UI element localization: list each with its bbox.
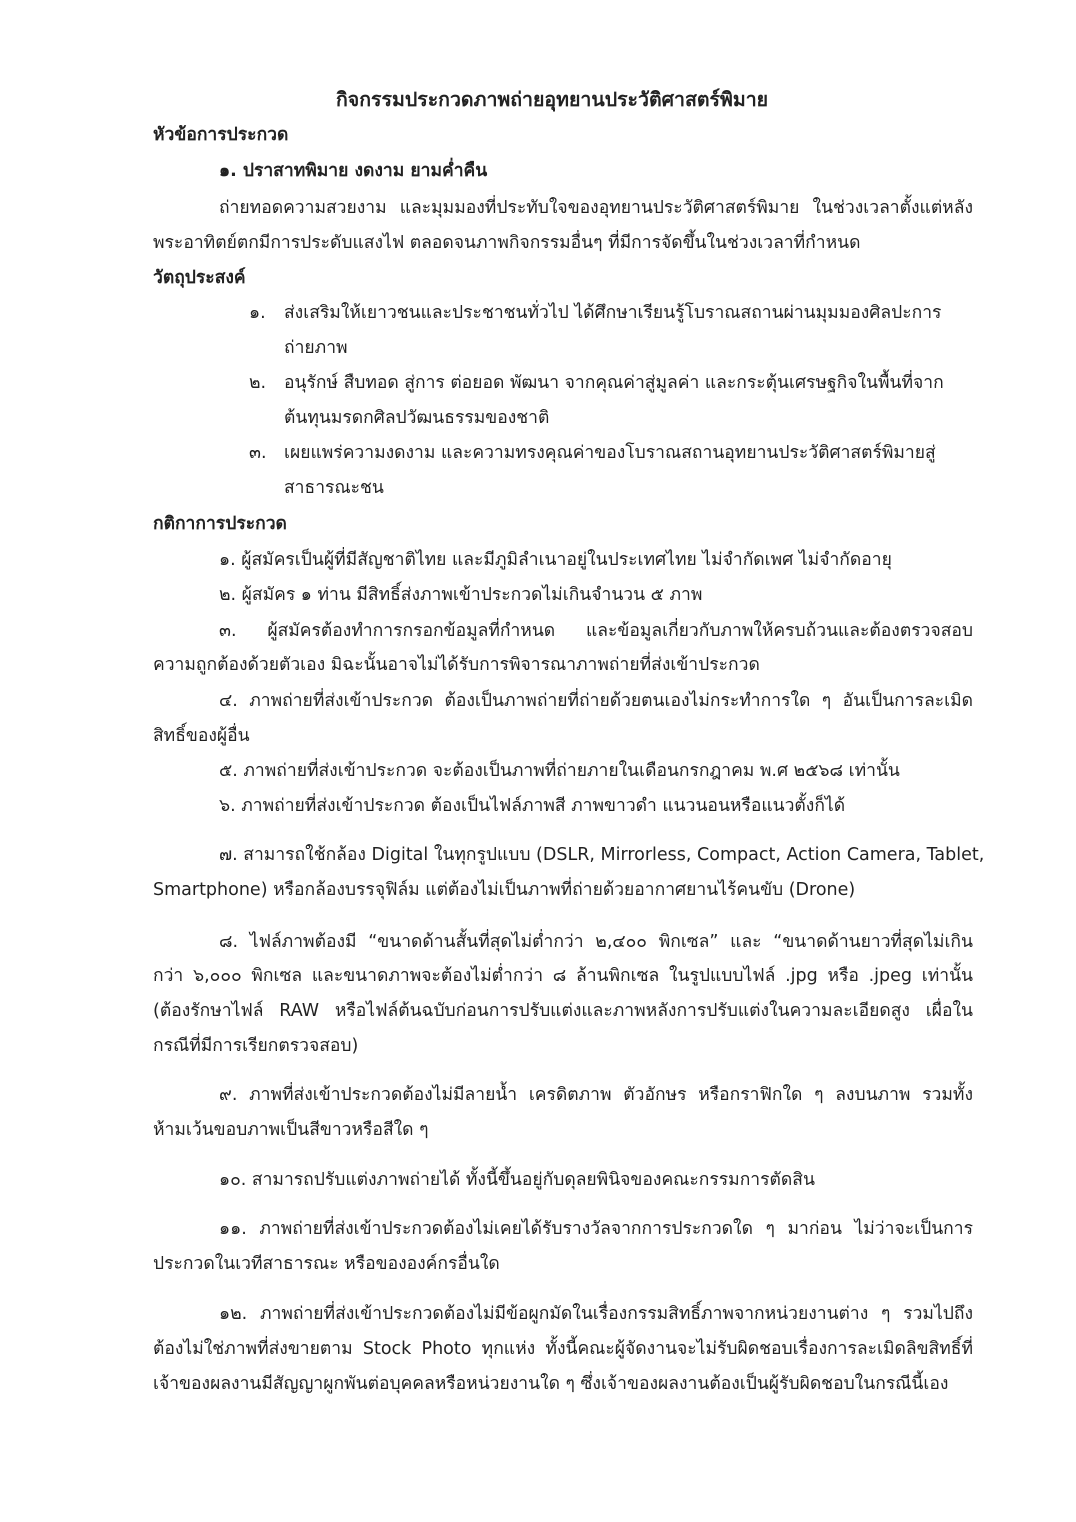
page-title: กิจกรรมประกวดภาพถ่ายอุทยานประวัติศาสตร์พิมาย bbox=[336, 88, 769, 111]
rule-12-line-3: เจ้าของผลงานมีสัญญาผูกพันต่อบุคคลหรือหน่วยงานใด ๆ ซึ่งเจ้าของผลงานต้องเป็นผู้รับผิดชอบในกรณีนี้เอง bbox=[153, 1374, 949, 1394]
objective-2-line-2: ต้นทุนมรดกศิลปวัฒนธรรมของชาติ bbox=[284, 408, 550, 428]
rule-3-line-1: ๓. ผู้สมัครต้องทำการกรอกข้อมูลที่กำหนด และข้อมูลเกี่ยวกับภาพให้ครบถ้วนและต้องตรวจสอบ bbox=[219, 621, 973, 641]
rule-1: ๑. ผู้สมัครเป็นผู้ที่มีสัญชาติไทย และมีภูมิลำเนาอยู่ในประเทศไทย ไม่จำกัดเพศ ไม่จำกัดอายุ bbox=[219, 550, 892, 570]
rule-12-line-1: ๑๒. ภาพถ่ายที่ส่งเข้าประกวดต้องไม่มีข้อผูกมัดในเรื่องกรรมสิทธิ์ภาพจากหน่วยงานต่าง ๆ รวมไปถึง bbox=[219, 1304, 973, 1324]
topic-item-1: ๑. ปราสาทพิมาย งดงาม ยามค่ำคืน bbox=[219, 161, 488, 181]
rule-3-line-2: ความถูกต้องด้วยตัวเอง มิฉะนั้นอาจไม่ได้รับการพิจารณาภาพถ่ายที่ส่งเข้าประกวด bbox=[153, 655, 760, 675]
objective-2-line-1: อนุรักษ์ สืบทอด สู่การ ต่อยอด พัฒนา จากคุณค่าสู่มูลค่า และกระตุ้นเศรษฐกิจในพื้นที่จาก bbox=[284, 373, 944, 393]
topic-description-line-2: พระอาทิตย์ตกมีการประดับแสงไฟ ตลอดจนภาพกิจกรรมอื่นๆ ที่มีการจัดขึ้นในช่วงเวลาที่กำหนด bbox=[153, 233, 861, 253]
rule-9-line-1: ๙. ภาพที่ส่งเข้าประกวดต้องไม่มีลายน้ำ เครดิตภาพ ตัวอักษร หรือกราฟิกใด ๆ ลงบนภาพ รวมทั้ง bbox=[219, 1085, 973, 1105]
rules-heading: กติกาการประกวด bbox=[153, 514, 287, 534]
rule-8-line-4: กรณีที่มีการเรียกตรวจสอบ) bbox=[153, 1036, 359, 1056]
rule-2: ๒. ผู้สมัคร ๑ ท่าน มีสิทธิ์ส่งภาพเข้าประกวดไม่เกินจำนวน ๕ ภาพ bbox=[219, 585, 703, 605]
rule-7-line-1: ๗. สามารถใช้กล้อง Digital ในทุกรูปแบบ (DSLR, Mirrorless, Compact, Action Camera, Tablet, bbox=[219, 845, 985, 865]
rule-5: ๕. ภาพถ่ายที่ส่งเข้าประกวด จะต้องเป็นภาพที่ถ่ายภายในเดือนกรกฎาคม พ.ศ ๒๕๖๘ เท่านั้น bbox=[219, 761, 900, 781]
rule-8-line-3: (ต้องรักษาไฟล์ RAW หรือไฟล์ต้นฉบับก่อนการปรับแต่งและภาพหลังการปรับแต่งในความละเอียดสูง เผื่อใน bbox=[153, 1001, 973, 1021]
objective-number-2: ๒. bbox=[249, 373, 267, 393]
objectives-heading: วัตถุประสงค์ bbox=[153, 268, 246, 288]
rule-10: ๑๐. สามารถปรับแต่งภาพถ่ายได้ ทั้งนี้ขึ้นอยู่กับดุลยพินิจของคณะกรรมการตัดสิน bbox=[219, 1170, 815, 1190]
rule-6: ๖. ภาพถ่ายที่ส่งเข้าประกวด ต้องเป็นไฟล์ภาพสี ภาพขาวดำ แนวนอนหรือแนวตั้งก็ได้ bbox=[219, 796, 846, 816]
rule-11-line-1: ๑๑. ภาพถ่ายที่ส่งเข้าประกวดต้องไม่เคยได้รับรางวัลจากการประกวดใด ๆ มาก่อน ไม่ว่าจะเป็นการ bbox=[219, 1219, 973, 1239]
rule-4-line-1: ๔. ภาพถ่ายที่ส่งเข้าประกวด ต้องเป็นภาพถ่ายที่ถ่ายด้วยตนเองไม่กระทำการใด ๆ อันเป็นการละเมิด bbox=[219, 691, 973, 711]
rule-8-line-1: ๘. ไฟล์ภาพต้องมี “ขนาดด้านสั้นที่สุดไม่ต่ำกว่า ๒,๔๐๐ พิกเซล” และ “ขนาดด้านยาวที่สุดไม่เกิน bbox=[219, 932, 973, 952]
objective-1-line-2: ถ่ายภาพ bbox=[284, 338, 348, 358]
rule-7-line-2: Smartphone) หรือกล้องบรรจุฟิล์ม แต่ต้องไม่เป็นภาพที่ถ่ายด้วยอากาศยานไร้คนขับ (Drone) bbox=[153, 880, 856, 900]
rule-9-line-2: ห้ามเว้นขอบภาพเป็นสีขาวหรือสีใด ๆ bbox=[153, 1120, 429, 1140]
rule-11-line-2: ประกวดในเวทีสาธารณะ หรือขององค์กรอื่นใด bbox=[153, 1254, 500, 1274]
rule-8-line-2: กว่า ๖,๐๐๐ พิกเซล และขนาดภาพจะต้องไม่ต่ำกว่า ๘ ล้านพิกเซล ในรูปแบบไฟล์ .jpg หรือ .jpeg เท่านั้น bbox=[153, 966, 973, 986]
objective-3-line-2: สาธารณะชน bbox=[284, 478, 384, 498]
topics-heading: หัวข้อการประกวด bbox=[153, 125, 289, 145]
objective-1-line-1: ส่งเสริมให้เยาวชนและประชาชนทั่วไป ได้ศึกษาเรียนรู้โบราณสถานผ่านมุมมองศิลปะการ bbox=[284, 303, 942, 323]
objective-number-1: ๑. bbox=[249, 303, 266, 323]
objective-number-3: ๓. bbox=[249, 443, 267, 463]
objective-3-line-1: เผยแพร่ความงดงาม และความทรงคุณค่าของโบราณสถานอุทยานประวัติศาสตร์พิมายสู่ bbox=[284, 443, 936, 463]
rule-4-line-2: สิทธิ์ของผู้อื่น bbox=[153, 726, 250, 746]
topic-description-line-1: ถ่ายทอดความสวยงาม และมุมมองที่ประทับใจของอุทยานประวัติศาสตร์พิมาย ในช่วงเวลาตั้งแต่หลัง bbox=[219, 198, 973, 218]
rule-12-line-2: ต้องไม่ใช่ภาพที่ส่งขายตาม Stock Photo ทุกแห่ง ทั้งนี้คณะผู้จัดงานจะไม่รับผิดชอบเรื่องการละเมิดลิขสิทธิ์ที่ bbox=[153, 1339, 973, 1359]
